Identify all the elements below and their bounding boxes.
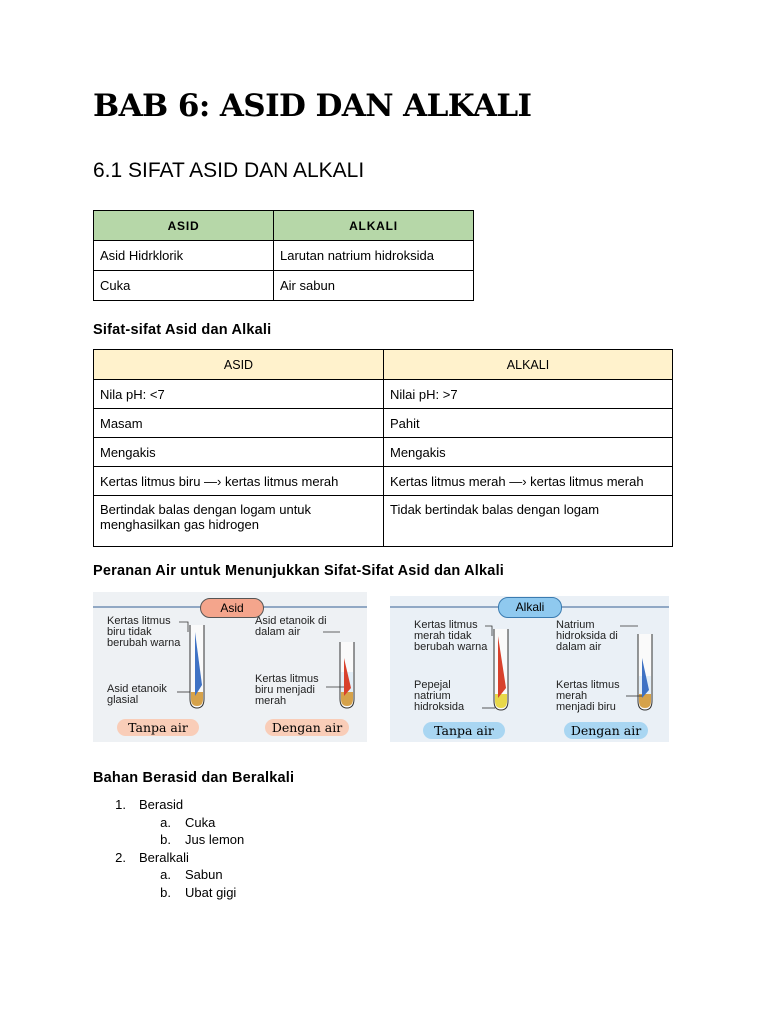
litmus-result-label: Kertas litmus merah menjadi biru (556, 679, 620, 713)
sublist-letter: b. (160, 885, 171, 900)
table-header-row (94, 211, 474, 241)
page-title: BAB 6: ASID DAN ALKALI (93, 88, 532, 124)
table-cell: Asid Hidrklorik (94, 241, 274, 271)
sublist-item: Sabun (185, 867, 223, 882)
properties-table (93, 349, 673, 547)
sublist-letter: a. (160, 867, 171, 882)
sublist-item: Jus lemon (185, 832, 245, 847)
table-cell: Cuka (94, 271, 274, 301)
alkali-badge: Alkali (498, 597, 562, 618)
table-cell: Air sabun (274, 271, 474, 301)
table-cell: Kertas litmus biru —› kertas litmus merah (94, 467, 384, 496)
glacial-acid-label: Asid etanoik glasial (107, 683, 167, 706)
table-row (94, 380, 673, 409)
table-header-asid: ASID (94, 211, 274, 241)
litmus-label: Kertas litmus merah tidak berubah warna (414, 619, 488, 653)
litmus-result-label: Kertas litmus biru menjadi merah (255, 673, 319, 707)
dengan-air-pill: Dengan air (564, 722, 648, 739)
table-cell: Bertindak balas dengan logam untuk menghasilkan gas hidrogen (94, 496, 384, 547)
table-header-alkali: ALKALI (384, 350, 673, 380)
table-cell: Pahit (384, 409, 673, 438)
materials-heading: Bahan Berasid dan Beralkali (93, 770, 295, 786)
table-cell: Masam (94, 409, 384, 438)
table-cell: Mengakis (384, 438, 673, 467)
acid-alkali-examples-table (93, 210, 474, 301)
naoh-in-water-label: Natrium hidroksida di dalam air (556, 619, 618, 653)
list-number: 2. (115, 850, 126, 865)
asid-badge: Asid (200, 598, 264, 618)
water-role-heading: Peranan Air untuk Menunjukkan Sifat-Sifat Asid dan Alkali (93, 563, 505, 579)
table-row (94, 271, 474, 301)
sublist-letter: b. (160, 832, 171, 847)
table-header-asid: ASID (94, 350, 384, 380)
table-row (94, 241, 474, 271)
table-row (94, 409, 673, 438)
list-item: Beralkali (139, 850, 189, 865)
litmus-label: Kertas litmus biru tidak berubah warna (107, 615, 181, 649)
table-cell: Nila pH: <7 (94, 380, 384, 409)
list-number: 1. (115, 797, 126, 812)
table-row (94, 438, 673, 467)
list-item: Berasid (139, 797, 184, 812)
sublist-item: Cuka (185, 815, 216, 830)
dengan-air-pill: Dengan air (265, 719, 349, 736)
alkali-test-tube-figure (390, 596, 669, 742)
acid-in-water-label: Asid etanoik di dalam air (255, 615, 327, 638)
table-cell: Nilai pH: >7 (384, 380, 673, 409)
tanpa-air-pill: Tanpa air (423, 722, 505, 739)
table-cell: Mengakis (94, 438, 384, 467)
section-heading: 6.1 SIFAT ASID DAN ALKALI (93, 159, 365, 182)
tanpa-air-pill: Tanpa air (117, 719, 199, 736)
table-header-row (94, 350, 673, 380)
sublist-item: Ubat gigi (185, 885, 237, 900)
table-cell: Kertas litmus merah —› kertas litmus merah (384, 467, 673, 496)
table-row (94, 496, 673, 547)
sublist-letter: a. (160, 815, 171, 830)
table-row (94, 467, 673, 496)
table-header-alkali: ALKALI (274, 211, 474, 241)
properties-heading: Sifat-sifat Asid dan Alkali (93, 322, 272, 338)
acid-test-tube-figure (93, 592, 367, 742)
table-cell: Larutan natrium hidroksida (274, 241, 474, 271)
solid-naoh-label: Pepejal natrium hidroksida (414, 679, 465, 713)
table-cell: Tidak bertindak balas dengan logam (384, 496, 673, 547)
